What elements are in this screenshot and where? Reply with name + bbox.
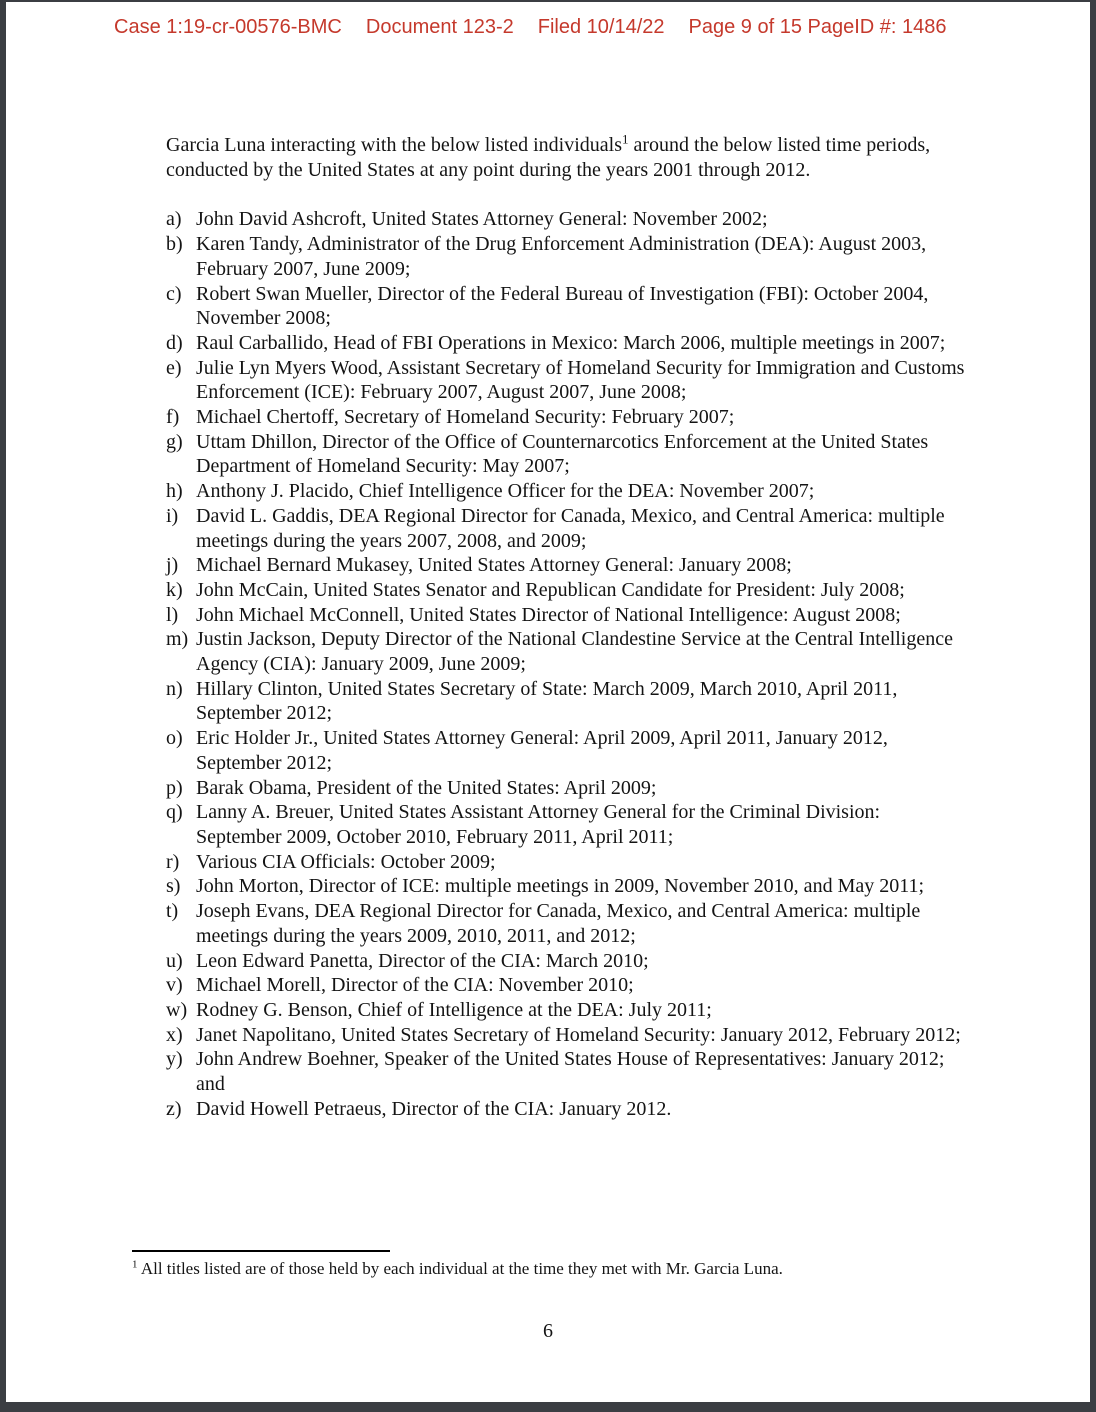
list-item-label: h) (166, 480, 183, 503)
list-item (166, 874, 966, 899)
stamp-document-number: Document 123-2 (365, 16, 514, 38)
intro-text-after-footnote-ref: around the below listed time periods, conducted by the United States at any point during the years 2001 through 2012. (166, 134, 931, 181)
list-item-label: e) (166, 356, 182, 379)
list-item-text: Justin Jackson, Deputy Director of the National Clandestine Service at the Central Intelligence Agency (CIA): January 2009, June 2009; (196, 628, 953, 676)
list-item-text: Karen Tandy, Administrator of the Drug Enforcement Administration (DEA): August 2003, February 2007, June 2009; (196, 233, 927, 280)
list-item-label: s) (166, 875, 181, 898)
list-item-label: n) (166, 677, 183, 700)
list-item (166, 405, 966, 430)
list-item-label: u) (166, 949, 183, 972)
list-item (166, 949, 966, 974)
list-item (166, 998, 966, 1023)
list-item-text: Robert Swan Mueller, Director of the Federal Bureau of Investigation (FBI): October 2004, November 2008; (196, 282, 929, 330)
individuals-list (166, 207, 966, 1121)
list-item (166, 850, 966, 875)
list-item-text: Lanny A. Breuer, United States Assistant Attorney General for the Criminal Division: September 2009, October 2010, February 2011, April 2011; (196, 801, 881, 848)
list-item-text: John David Ashcroft, United States Attorney General: November 2002; (196, 208, 768, 231)
list-item-label: k) (166, 578, 183, 601)
list-item-label: g) (166, 430, 183, 453)
list-item (166, 232, 966, 281)
document-body (166, 133, 966, 1121)
stamp-filed-date: Filed 10/14/22 (537, 16, 665, 38)
list-item-label: p) (166, 776, 183, 799)
list-item-text: Barak Obama, President of the United States: April 2009; (196, 776, 657, 799)
list-item-text: Joseph Evans, DEA Regional Director for Canada, Mexico, and Central America: multiple meetings during the years 2009, 2010, 2011, and 2012; (196, 900, 921, 947)
list-item (166, 504, 966, 553)
list-item-label: i) (166, 504, 179, 527)
list-item-label: v) (166, 974, 183, 997)
list-item (166, 726, 966, 775)
stamp-case-number: Case 1:19-cr-00576-BMC (114, 16, 342, 38)
list-item-text: Michael Bernard Mukasey, United States Attorney General: January 2008; (196, 554, 792, 577)
list-item (166, 553, 966, 578)
list-item-text: Eric Holder Jr., United States Attorney General: April 2009, April 2011, January 2012, September 2012; (196, 727, 888, 774)
list-item-text: Janet Napolitano, United States Secretary of Homeland Security: January 2012, February 2012; (196, 1023, 961, 1046)
list-item-label: l) (166, 603, 179, 626)
list-item (166, 479, 966, 504)
list-item-label: m) (166, 628, 189, 651)
list-item (166, 356, 966, 405)
list-item (166, 282, 966, 331)
intro-text-before-footnote-ref: Garcia Luna interacting with the below listed individuals (166, 134, 622, 156)
list-item-text: Anthony J. Placido, Chief Intelligence Officer for the DEA: November 2007; (196, 480, 815, 503)
list-item-text: John Andrew Boehner, Speaker of the United States House of Representatives: January 2012; and (196, 1048, 945, 1096)
list-item-label: c) (166, 282, 182, 305)
case-stamp-header (114, 16, 947, 39)
list-item (166, 603, 966, 628)
list-item (166, 1097, 966, 1122)
list-item-label: r) (166, 850, 180, 873)
list-item-text: Raul Carballido, Head of FBI Operations in Mexico: March 2006, multiple meetings in 2007; (196, 331, 946, 354)
list-item (166, 776, 966, 801)
list-item-text: Leon Edward Panetta, Director of the CIA: March 2010; (196, 949, 649, 972)
list-item (166, 1023, 966, 1048)
list-item (166, 800, 966, 849)
list-item-label: y) (166, 1048, 183, 1071)
footnote-number-superscript: 1 (132, 1258, 138, 1271)
list-item-text: Michael Chertoff, Secretary of Homeland Security: February 2007; (196, 406, 735, 429)
footnote-reference-superscript: 1 (622, 131, 629, 147)
list-item-label: b) (166, 233, 183, 256)
list-item (166, 331, 966, 356)
stamp-page-id: Page 9 of 15 PageID #: 1486 (688, 16, 947, 38)
page-number: 6 (543, 1320, 553, 1342)
list-item (166, 677, 966, 726)
list-item (166, 207, 966, 232)
list-item-text: Rodney G. Benson, Chief of Intelligence at the DEA: July 2011; (196, 998, 712, 1021)
footnote (132, 1258, 932, 1280)
list-item-label: q) (166, 801, 183, 824)
list-item (166, 1047, 966, 1096)
list-item-label: d) (166, 331, 183, 354)
list-item (166, 899, 966, 948)
list-item-text: David Howell Petraeus, Director of the CIA: January 2012. (196, 1097, 672, 1120)
list-item-text: Uttam Dhillon, Director of the Office of Counternarcotics Enforcement at the United States Department of Homeland Security: May 2007; (196, 430, 929, 478)
list-item-text: Michael Morell, Director of the CIA: November 2010; (196, 974, 634, 997)
document-page (6, 2, 1090, 1402)
list-item-text: Julie Lyn Myers Wood, Assistant Secretary of Homeland Security for Immigration and Customs Enforcement (ICE): February 2007, August 2007, June 2008; (196, 356, 965, 404)
list-item-text: John Morton, Director of ICE: multiple meetings in 2009, November 2010, and May 2011; (196, 875, 925, 898)
list-item (166, 430, 966, 479)
list-item-text: John Michael McConnell, United States Director of National Intelligence: August 2008; (196, 603, 901, 626)
list-item (166, 973, 966, 998)
list-item-text: Hillary Clinton, United States Secretary of State: March 2009, March 2010, April 2011, September 2012; (196, 677, 898, 725)
list-item-label: t) (166, 900, 179, 923)
list-item-text: David L. Gaddis, DEA Regional Director for Canada, Mexico, and Central America: multiple meetings during the years 2007, 2008, and 2009; (196, 504, 945, 552)
list-item-label: j) (166, 554, 179, 577)
footnote-separator-line (132, 1250, 390, 1252)
list-item (166, 627, 966, 676)
list-item-text: Various CIA Officials: October 2009; (196, 850, 496, 873)
list-item-label: w) (166, 998, 188, 1021)
list-item-label: x) (166, 1023, 183, 1046)
list-item-label: f) (166, 406, 180, 429)
list-item-text: John McCain, United States Senator and Republican Candidate for President: July 2008; (196, 578, 905, 601)
list-item-label: o) (166, 727, 183, 750)
list-item-label: z) (166, 1097, 182, 1120)
footnote-text: All titles listed are of those held by each individual at the time they met with Mr. Garcia Luna. (140, 1259, 783, 1278)
list-item-label: a) (166, 208, 182, 231)
list-item (166, 578, 966, 603)
intro-paragraph (166, 133, 966, 182)
